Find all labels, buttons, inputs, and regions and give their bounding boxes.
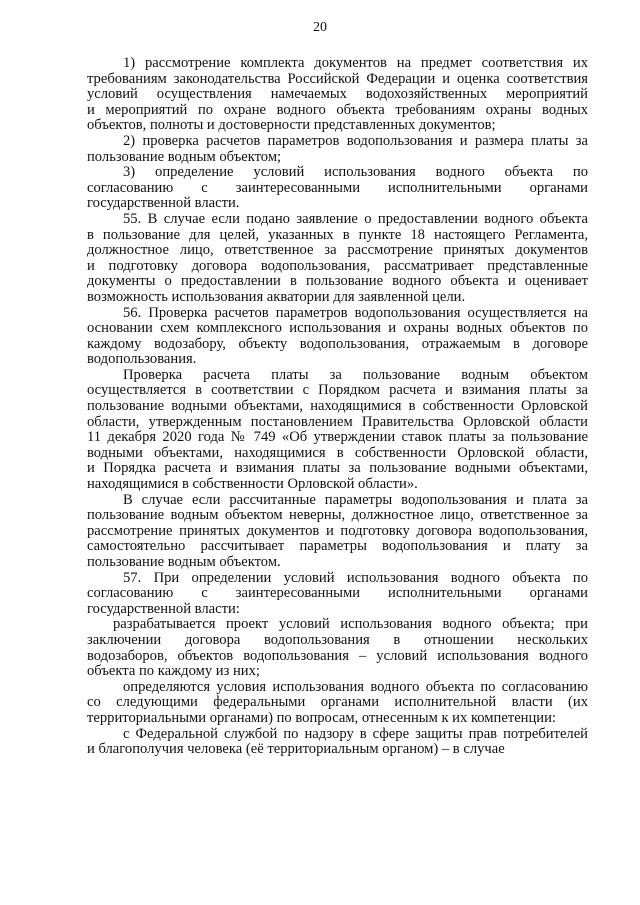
text-line: разрабатывается проект условий использования водного объекта; при [113,616,588,633]
text-line: пользование водным объектом неверны, должностное лицо, ответственное за [87,507,588,524]
text-line: основании схем комплексного использования и охраны водных объектов по [87,320,588,337]
text-line: в пользование для целей, указанных в пункте 18 настоящего Регламента, [87,226,588,243]
text-line: должностное лицо, ответственное за рассмотрение принятых документов [87,242,588,259]
text-line: условий осуществления намечаемых водохозяйственных мероприятий [87,86,588,103]
text-line: государственной власти: [87,600,240,617]
text-line: территориальными органами) по вопросам, отнесенным к их компетенции: [87,709,556,726]
text-line: водопользования. [87,351,197,368]
text-line: 3) определение условий использования водного объекта по [123,164,588,181]
text-line: рассмотрение принятых документов и подготовку договора водопользования, [87,522,588,539]
text-line: 56. Проверка расчетов параметров водопользования осуществляется на [123,304,588,321]
text-line: находящимися в собственности Орловской области». [87,476,418,493]
text-line: водными объектами, находящимися в собственности Орловской области, [87,444,588,461]
text-line: определяются условия использования водного объекта по согласованию [123,678,588,695]
text-line: 55. В случае если подано заявление о предоставлении водного объекта [123,210,588,227]
text-line: и благополучия человека (её территориальным органом) – в случае [87,741,505,758]
text-line: государственной власти. [87,195,240,212]
paragraph-p1 [87,56,588,134]
text-line: требованиям законодательства Российской Федерации и оценка соответствия [87,70,588,87]
paragraph-p6 [87,368,588,493]
paragraph-p3 [87,165,588,212]
text-line: 11 декабря 2020 года № 749 «Об утверждении ставок платы за пользование [87,429,588,446]
text-line: объекта по каждому из них; [87,663,260,680]
paragraph-p10 [87,680,588,727]
paragraph-p9 [87,617,588,679]
text-line: заключении договора водопользования в отношении нескольких [87,631,588,648]
paragraph-p4 [87,212,588,306]
text-line: и Порядка расчета и взимания платы за пользование водными объектами, [87,460,588,477]
text-line: 57. При определении условий использования водного объекта по [123,569,588,586]
text-line: В случае если рассчитанные параметры водопользования и плата за [123,491,588,508]
paragraph-p5 [87,306,588,368]
text-line: водозаборов, объектов водопользования – условий использования водного [87,647,588,664]
text-line: со следующими федеральными органами исполнительной власти (их [87,694,588,711]
paragraph-p8 [87,571,588,618]
text-line: 1) рассмотрение комплекта документов на предмет соответствия их [123,55,588,71]
text-line: и подготовку договора водопользования, рассматривает представленные [87,257,588,274]
text-line: согласованию с заинтересованными исполнительными органами [87,585,588,602]
paragraph-p11 [87,727,588,758]
text-line: осуществляется в соответствии с Порядком расчета и взимания платы за [87,382,588,399]
text-line: пользование водным объектом. [87,554,281,570]
paragraph-p7 [87,493,588,571]
text-line: каждому водозабору, объекту водопользования, отражаемым в договоре [87,335,588,352]
text-line: пользование водными объектами, находящимися в собственности Орловской [87,398,588,415]
document-body [87,56,588,758]
text-line: документы о предоставлении в пользование водного объекта и оценивает [87,273,588,290]
text-line: самостоятельно рассчитывает параметры водопользования и плату за [87,538,588,555]
text-line: 2) проверка расчетов параметров водопользования и размера платы за [123,132,588,149]
text-line: Проверка расчета платы за пользование водным объектом [123,366,588,383]
text-line: с Федеральной службой по надзору в сфере защиты прав потребителей [123,725,588,742]
paragraph-p2 [87,134,588,165]
text-line: согласованию с заинтересованными исполнительными органами [87,179,588,196]
text-line: объектов, полноты и достоверности представленных документов; [87,117,496,134]
text-line: возможность использования акватории для заявленной цели. [87,288,466,305]
page-number: 20 [313,20,327,35]
text-line: пользование водным объектом; [87,148,282,165]
text-line: области, утвержденным постановлением Правительства Орловской области [87,413,588,430]
text-line: и мероприятий по охране водного объекта требованиям охраны водных [87,101,588,118]
